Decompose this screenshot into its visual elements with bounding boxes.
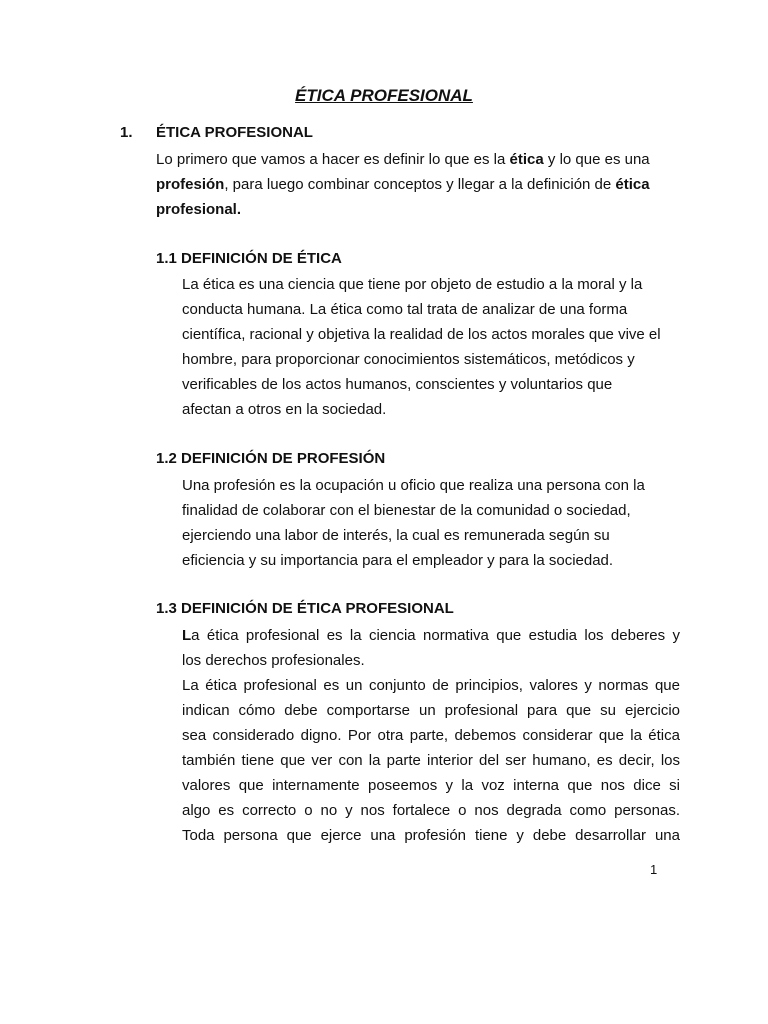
paragraph-line: Una profesión es la ocupación u oficio que realiza una persona con la — [182, 477, 645, 494]
text-run: a ética profesional es la ciencia normativa que estudia los deberes y — [191, 627, 680, 644]
definition-paragraph — [182, 623, 680, 848]
paragraph-line: conducta humana. La ética como tal trata de analizar de una forma — [182, 301, 628, 318]
paragraph-line: ejerciendo una labor de interés, la cual es remunerada según su — [182, 527, 610, 544]
paragraph-line: valores que internamente poseemos y la voz interna que nos dice si — [182, 777, 680, 794]
definition-paragraph — [182, 473, 645, 573]
subsection-heading: 1.2 DEFINICIÓN DE PROFESIÓN — [156, 450, 386, 467]
definition-paragraph — [182, 272, 661, 422]
paragraph-line: finalidad de colaborar con el bienestar de la comunidad o sociedad, — [182, 502, 631, 519]
bold-term: ética — [615, 176, 650, 193]
paragraph-line: La ética es una ciencia que tiene por objeto de estudio a la moral y la — [182, 276, 643, 293]
section-heading — [120, 122, 313, 144]
paragraph-line: Toda persona que ejerce una profesión tiene y debe desarrollar una — [182, 827, 680, 844]
paragraph-line: La ética profesional es un conjunto de principios, valores y normas que — [182, 677, 680, 694]
paragraph-line — [156, 172, 650, 197]
section-heading-text: ÉTICA PROFESIONAL — [156, 124, 313, 141]
subsection-heading: 1.3 DEFINICIÓN DE ÉTICA PROFESIONAL — [156, 600, 454, 617]
intro-paragraph — [156, 147, 650, 222]
paragraph-line — [182, 623, 680, 648]
paragraph-line: científica, racional y objetiva la realidad de los actos morales que vive el — [182, 326, 661, 343]
text-run: , para luego combinar conceptos y llegar a la definición de — [224, 176, 616, 193]
section-number: 1. — [120, 124, 133, 141]
paragraph-line — [156, 147, 650, 172]
document-title: ÉTICA PROFESIONAL — [295, 86, 473, 105]
paragraph-line: sea considerado digno. Por otra parte, debemos considerar que la ética — [182, 727, 680, 744]
text-run: y lo que es una — [543, 151, 650, 168]
text-run: Lo primero que vamos a hacer es definir lo que es la — [156, 151, 510, 168]
bold-term: profesión — [156, 176, 225, 193]
paragraph-line: indican cómo debe comportarse un profesional para que su ejercicio — [182, 702, 680, 719]
bold-term: profesional. — [156, 201, 242, 218]
subsection-heading: 1.1 DEFINICIÓN DE ÉTICA — [156, 250, 342, 267]
page-number: 1 — [650, 862, 658, 877]
paragraph-line: eficiencia y su importancia para el empleador y para la sociedad. — [182, 552, 614, 569]
paragraph-line: afectan a otros en la sociedad. — [182, 401, 387, 418]
paragraph-line: algo es correcto o no y nos fortalece o nos degrada como personas. — [182, 802, 680, 819]
paragraph-line — [156, 197, 650, 222]
paragraph-line: verificables de los actos humanos, conscientes y voluntarios que — [182, 376, 613, 393]
paragraph-line: hombre, para proporcionar conocimientos sistemáticos, metódicos y — [182, 351, 635, 368]
paragraph-line: los derechos profesionales. — [182, 652, 365, 669]
bold-initial: L — [182, 627, 192, 644]
paragraph-line: también tiene que ver con la parte interior del ser humano, es decir, los — [182, 752, 680, 769]
bold-term: ética — [509, 151, 544, 168]
